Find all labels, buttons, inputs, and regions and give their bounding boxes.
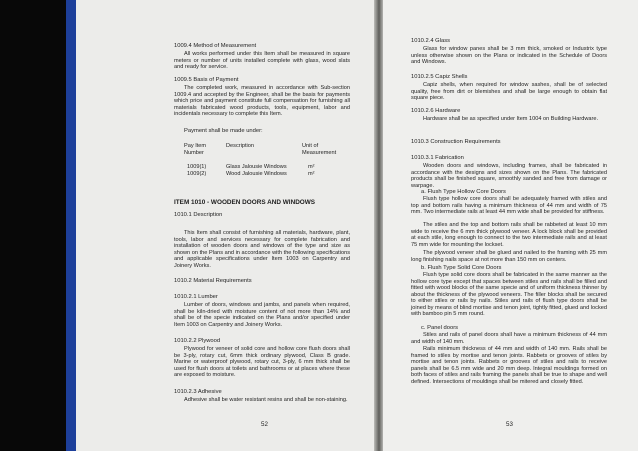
section-body: Hardware shall be as specified under Item 1004 on Building Hardware. <box>423 116 599 122</box>
section-heading: 1010.1 Description <box>174 212 223 218</box>
section-heading: 1010.2.4 Glass <box>411 38 450 44</box>
section-body: Flush type hollow core doors shall be adequately framed with stiles and top and bottom rails having a minimum thickness of 44 mm and width of 75 mm. Two intermediate rails at least 44 mm wide shall be provided for stiffness. <box>411 196 607 216</box>
section-body: Wooden doors and windows, including frames, shall be fabricated in accordance with the designs and sizes shown on the Plans. The fabricated products shall be finished square, smoothly sanded and free from damage or warpage. <box>411 163 607 189</box>
section-body: Stiles and rails of panel doors shall have a minimum thickness of 44 mm and width of 140 mm. <box>411 332 607 345</box>
item-title: ITEM 1010 - WOODEN DOORS AND WINDOWS <box>174 199 316 206</box>
page-number: 53 <box>506 421 513 428</box>
section-heading: 1009.4 Method of Measurement <box>174 43 257 49</box>
subsection-heading: c. Panel doors <box>421 325 459 331</box>
page-number: 52 <box>261 421 268 428</box>
section-heading: 1010.2 Material Requirements <box>174 278 252 284</box>
book-cover-edge <box>66 0 76 451</box>
section-heading: 1010.3 Construction Requirements <box>411 139 501 145</box>
left-page <box>76 0 376 451</box>
section-body: Adhesive shall be water resistant resins and shall be non-staining. <box>184 397 348 403</box>
table-header: Description <box>226 143 254 149</box>
section-heading: 1010.2.2 Plywood <box>174 338 221 344</box>
section-heading: 1010.2.6 Hardware <box>411 108 461 114</box>
table-cell: m² <box>308 171 315 177</box>
section-body: Rails minimum thickness of 44 mm and width of 140 mm. Rails shall be framed to stiles by mortise and tenon joints. Rabbets or grooves of stiles by mortise and tenon joints. Rabbets or grooves of stiles and rails to receive panels shall be 6.5 mm wide and 20 mm deep. Integral mouldings formed on both faces of stiles and rails framing the panels shall be true to shape and well defined. Intersections of mouldings shall be mitered and closely fitted. <box>411 346 607 385</box>
table-cell: 1009(2) <box>187 171 207 177</box>
section-body: Glass for window panes shall be 3 mm thick, smoked or Industrix type unless otherwise shown on the Plans or indicated in the Schedule of Doors and Windows. <box>411 46 607 66</box>
table-cell: Glass Jalousie Windows <box>226 164 287 170</box>
table-cell: m² <box>308 164 315 170</box>
section-body: This Item shall consist of furnishing all materials, hardware, plant, tools, labor and services necessary for complete fabrication and installation of wooden doors and windows of the type and size as shown on the Plans and in accordance with the following specifications and applicable specifications under Item 1003 on Carpentry and Joinery Works. <box>174 230 350 269</box>
section-body: Plywood for veneer of solid core and hollow core flush doors shall be 3-ply, rotary cut, 6mm thick ordinary plywood, Class B grade. Marine or waterproof plywood, rotary cut, 3-ply, 6 mm thick shall be used for flush doors at toilets and bathrooms or at places where these are exposed to moisture. <box>174 346 350 379</box>
section-body: Flush type solid core doors shall be fabricated in the same manner as the hollow core type except that spaces between stiles and rails shall be filled and fitted with wood blocks of the same specie and of uniform thickness thinner by about the thickness of the plywood veneers. The filler blocks shall be secured to either stiles or rails by nails. Stiles and rails of flush type doors shall be joined by means of blind mortise and tenon joint, tightly fitted, glued and locked with bamboo pin 5 mm round. <box>411 272 607 318</box>
section-heading: 1010.2.3 Adhesive <box>174 389 222 395</box>
payment-intro: Payment shall be made under: <box>184 128 263 134</box>
section-body: The completed work, measured in accordance with Sub-section 1009.4 and accepted by the Engineer, shall be the basis for payments which price and payment constitute full compensation for furnishing all materials fabricated wood products, tools, equipment, labor and incidentals necessary to complete this Item. <box>174 85 350 118</box>
section-body: The stiles and the top and bottom rails shall be rabbeted at least 10 mm wide to receive the 6 mm thick plywood veneer. A lock block shall be provided at each stile, long enough to connect to the two intermediate rails and at least 75 mm wide for mounting the lockset. <box>411 222 607 248</box>
section-heading: 1010.2.1 Lumber <box>174 294 218 300</box>
table-header: Pay Item Number <box>184 143 207 156</box>
section-body: Capiz shells, when required for window sashes, shall be of selected quality, free from dirt or blemishes and shall be large enough to obtain flat square piece. <box>411 82 607 102</box>
table-cell: Wood Jalousie Windows <box>226 171 287 177</box>
right-page <box>383 0 638 451</box>
section-heading: 1009.5 Basis of Payment <box>174 77 239 83</box>
table-cell: 1009(1) <box>187 164 207 170</box>
section-heading: 1010.2.5 Capiz Shells <box>411 74 468 80</box>
section-heading: 1010.3.1 Fabrication <box>411 155 464 161</box>
payment-table <box>184 143 354 183</box>
table-header: Unit of Measurement <box>302 143 337 156</box>
section-body: The plywood veneer shall be glued and nailed to the framing with 25 mm long finishing nails space at not more than 150 mm on centers. <box>411 250 607 263</box>
section-body: Lumber of doors, windows and jambs, and panels when required, shall be kiln-dried with moisture content of not more than 14% and shall be of the specie indicated on the Plans and/or specified under Item 1003 on Carpentry and Joinery Works. <box>174 302 350 328</box>
subsection-heading: a. Flush Type Hollow Core Doors <box>421 189 506 195</box>
left-book-edge <box>0 0 66 451</box>
section-body: All works performed under this Item shall be measured in square meters or number of units installed complete with glass, wood slats and ready for service. <box>174 51 350 71</box>
subsection-heading: b. Flush Type Solid Core Doors <box>421 265 502 271</box>
